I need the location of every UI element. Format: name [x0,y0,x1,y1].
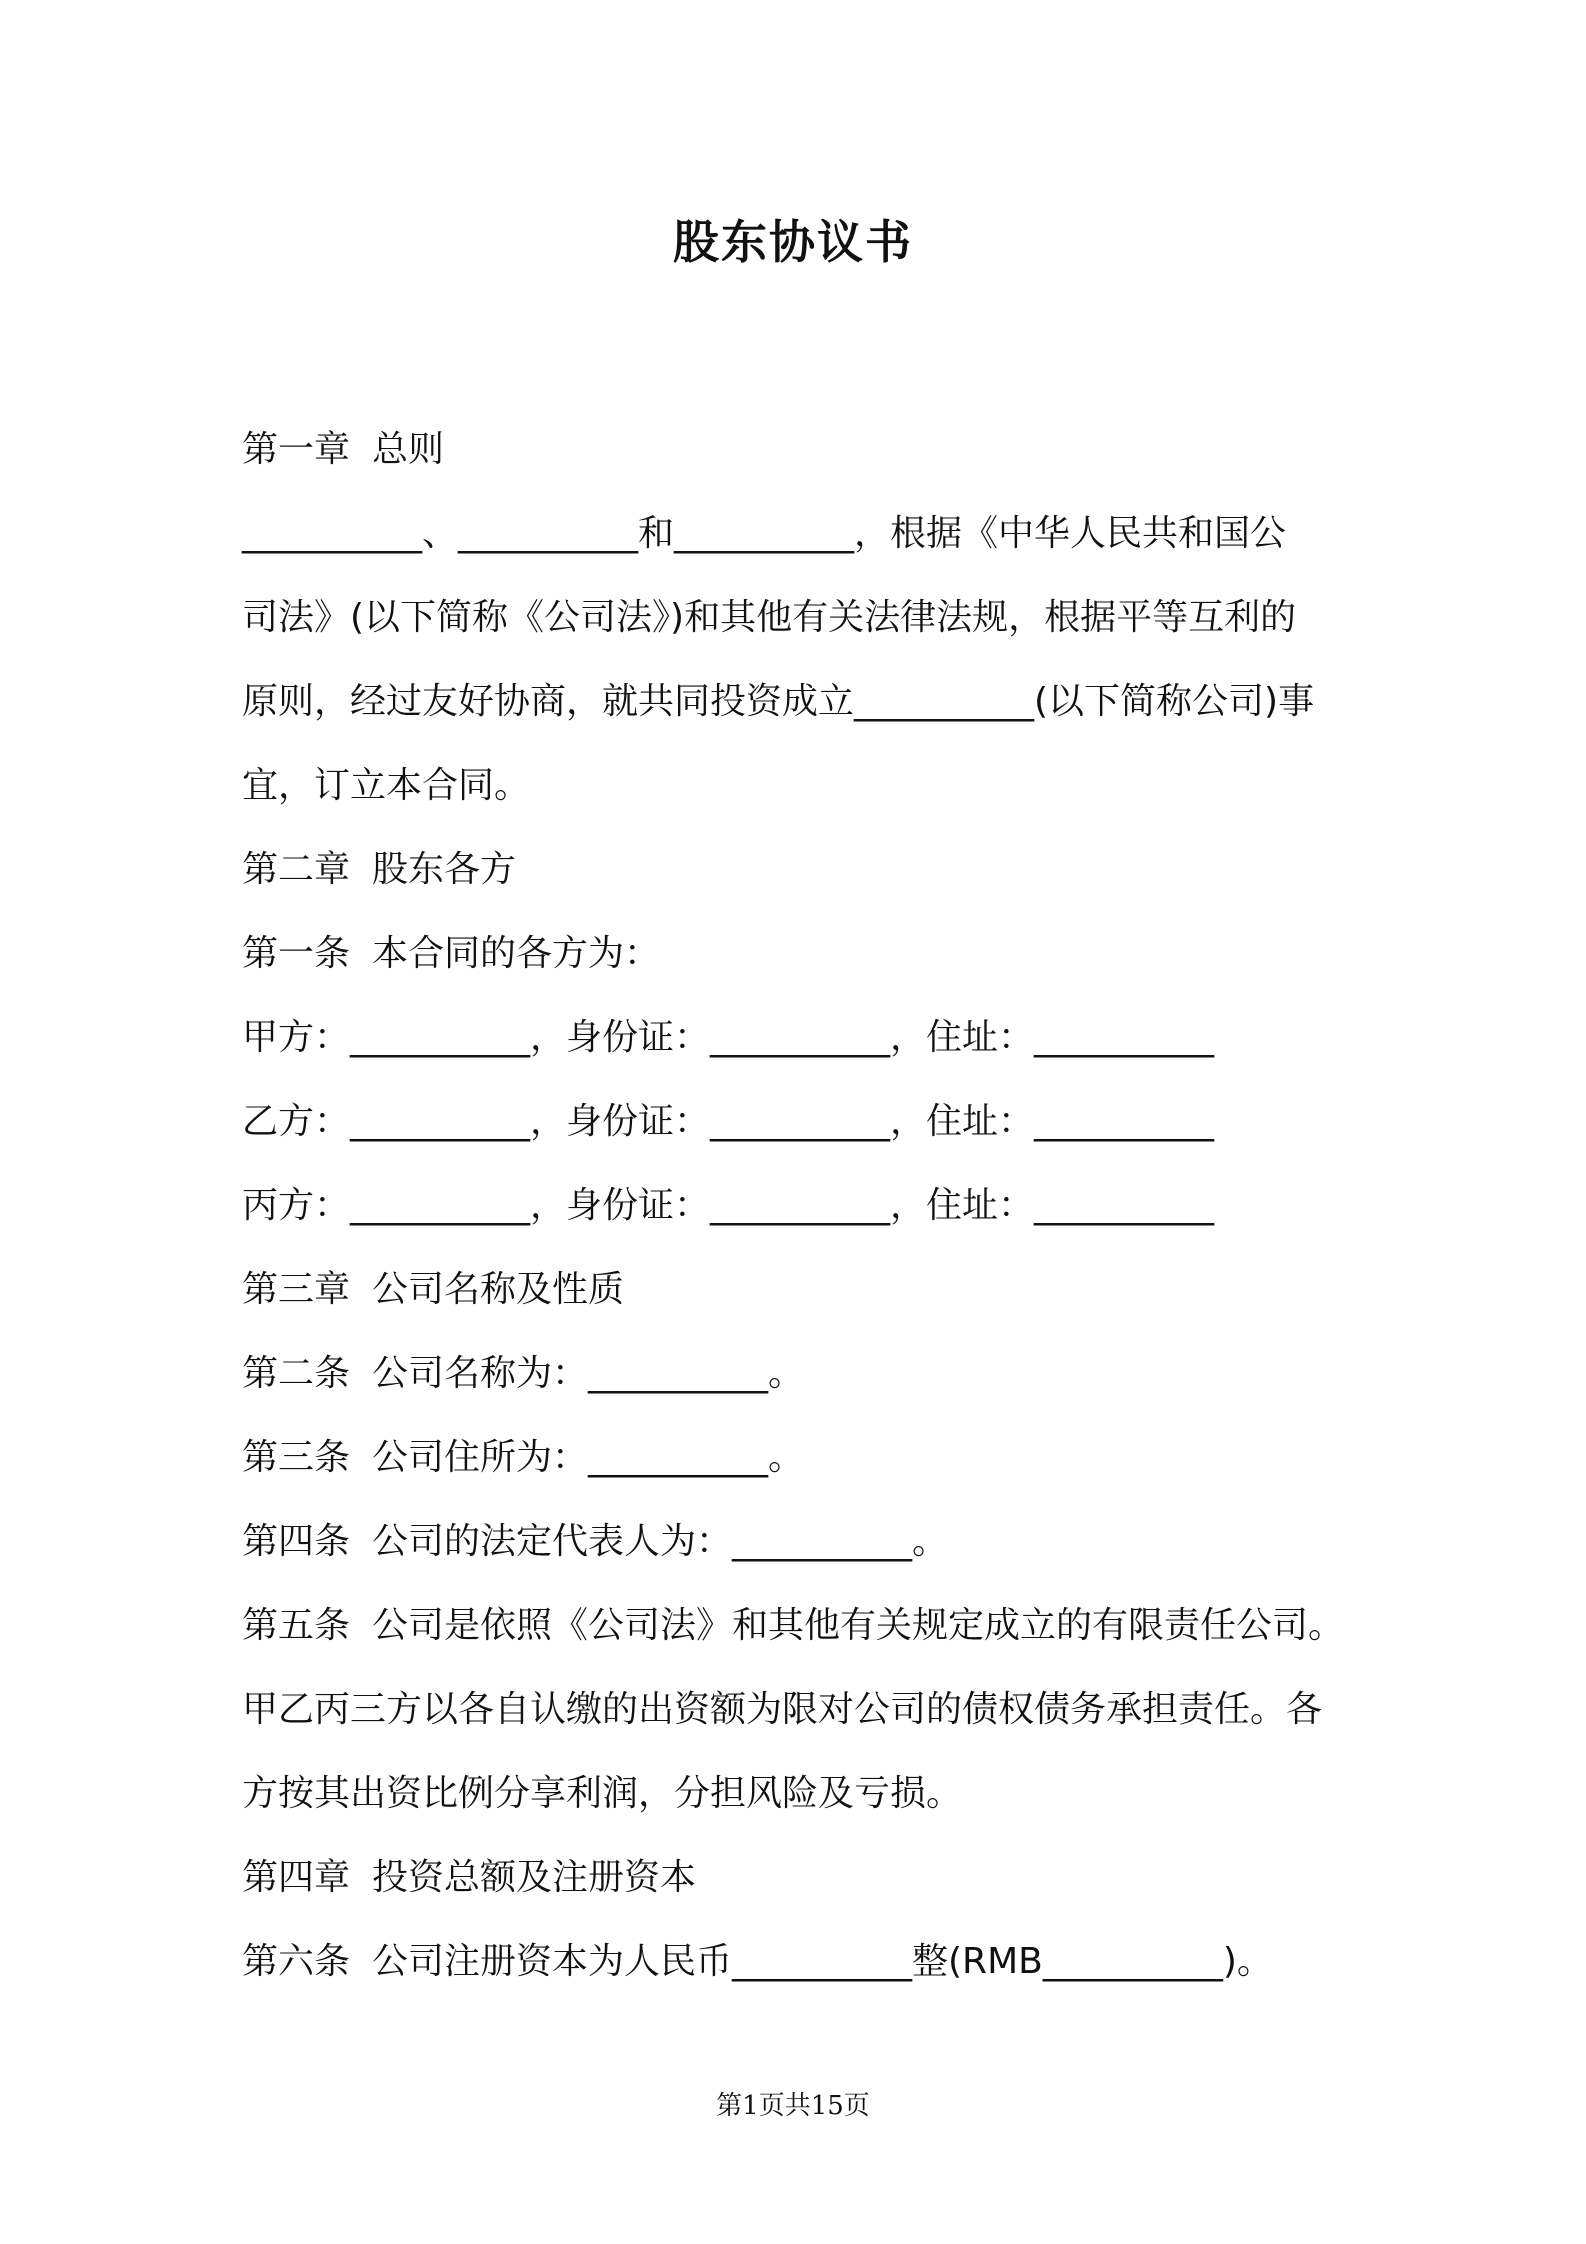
chapter-label: 第二章 [242,849,351,890]
article-text: 本合同的各方为： [372,933,661,974]
article-label: 第二条 [242,1353,351,1394]
article-label: 第四条 [242,1521,351,1562]
article-line [242,912,1362,996]
article-text: 公司是依照《公司法》和其他有关规定成立的有限责任公司。 [372,1605,1345,1646]
paragraph-line: 甲乙丙三方以各自认缴的出资额为限对公司的债权债务承担责任。各 [242,1689,1323,1730]
article-text: 公司住所为：__________。 [372,1437,805,1478]
chapter-heading [242,1836,1362,1920]
article-label: 第三条 [242,1437,351,1478]
chapter-label: 第一章 [242,429,351,470]
article-text: 公司名称为：__________。 [372,1353,805,1394]
article-label: 第六条 [242,1941,351,1982]
chapter-heading [242,1248,1362,1332]
paragraph-line: 司法》(以下简称《公司法》)和其他有关法律法规，根据平等互利的 [242,597,1297,638]
document-title: 股东协议书 [673,215,913,269]
chapter-title: 公司名称及性质 [372,1269,625,1310]
chapter-title: 股东各方 [372,849,517,890]
paragraph-line: 方按其出资比例分享利润，分担风险及亏损。 [242,1773,963,1814]
paragraph-line: 甲方：__________，身份证：__________，住址：__________ [242,1017,1215,1058]
chapter-label: 第四章 [242,1857,351,1898]
article-label: 第五条 [242,1605,351,1646]
paragraph-line: 丙方：__________，身份证：__________，住址：__________ [242,1185,1215,1226]
article-label: 第一条 [242,933,351,974]
chapter-label: 第三章 [242,1269,351,1310]
paragraph-line: 乙方：__________，身份证：__________，住址：__________ [242,1101,1215,1142]
paragraph-line: 原则，经过友好协商，就共同投资成立__________(以下简称公司)事 [242,681,1315,722]
chapter-title: 总则 [372,429,445,470]
paragraph-line: 宜，订立本合同。 [242,765,531,806]
article-line [242,1920,1362,2004]
article-text: 公司注册资本为人民币__________整(RMB__________)。 [372,1941,1273,1982]
chapter-heading [242,828,1362,912]
chapter-heading [242,408,1362,492]
article-line [242,1584,1362,1668]
article-line [242,1500,1362,1584]
paragraph-line: __________、__________和__________，根据《中华人民共和国公 [242,513,1287,554]
article-text: 公司的法定代表人为：__________。 [372,1521,949,1562]
chapter-title: 投资总额及注册资本 [372,1857,697,1898]
article-line [242,1416,1362,1500]
document-body [242,408,1362,2004]
page-footer: 第1页共15页 [716,2091,870,2121]
article-line [242,1332,1362,1416]
